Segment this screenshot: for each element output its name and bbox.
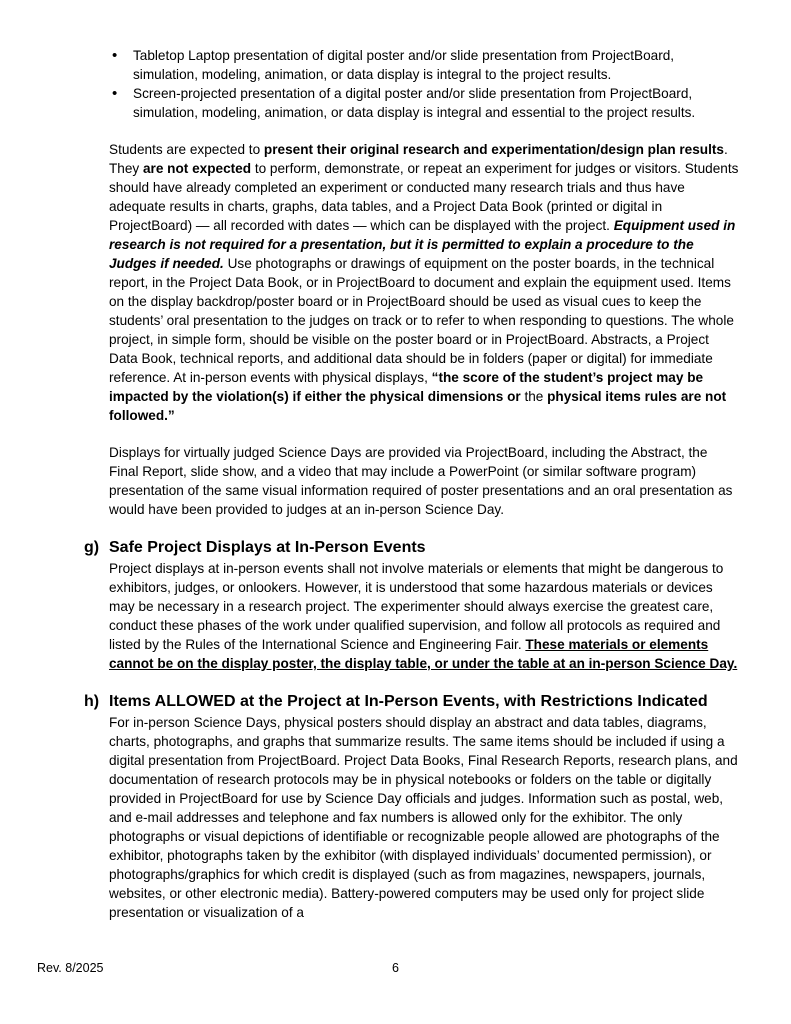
section-letter: h) [84,693,100,710]
list-item: • Screen-projected presentation of a digital poster and/or slide presentation from ProjectBoard, simulation, modeling, animation, or data display is integral and essential to the project results. [109,84,739,122]
section-body: For in-person Science Days, physical posters should display an abstract and data tables, diagrams, charts, photographs, and graphs that summarize results. The same items should be included if using a digital presentation from ProjectBoard. Project Data Books, Final Research Reports, research plans, and documentation of research protocols may be in physical notebooks or folders on the table or digitally provided in ProjectBoard for use by Science Day officials and judges. Information such as postal, web, and e-mail addresses and telephone and fax numbers is allowed only for the exhibitor. The only photographs or visual depictions of identifiable or recognizable people allowed are photographs of the exhibitor, photographs taken by the exhibitor (with displayed individuals’ documented permission), or photographs/graphics for which credit is displayed (such as from magazines, newspapers, journals, websites, or other electronic media). Battery-powered computers may be used only for project slide presentation or visualization of a [109,715,738,920]
bold-text: physical items rules are not followed.” [109,389,727,423]
section-body [109,559,739,673]
revision-label: Rev. 8/2025 [37,961,104,975]
text-run: Project displays at in-person events shall not involve materials or elements that might be dangerous to exhibitors, judges, or onlookers. However, it is understood that some hazardous materials or devices may be necessary in a research project. The experimenter should always exercise the greatest care, conduct these phases of the work under qualified supervision, and follow all protocols as required and listed by the Rules of the International Science and Engineering Fair. [109,561,724,652]
section-letter: g) [84,539,100,556]
list-item: • Tabletop Laptop presentation of digital poster and/or slide presentation from ProjectBoard, simulation, modeling, animation, or data display is integral to the project results. [109,46,739,84]
bold-text: are not expected [143,161,252,176]
text-run: . They [109,142,728,176]
page-number: 6 [392,961,399,975]
text-run: Students are expected to [109,142,264,157]
bold-text: “the score of the student’s project may be impacted by the violation(s) if either the physical dimensions or [109,370,704,404]
bold-text: present their original research and experimentation/design plan results [263,142,724,157]
text-run: Use photographs or drawings of equipment on the poster boards, in the technical report, in the Project Data Book, or in ProjectBoard to document and explain the equipment used. Items on the display backdrop/poster board or in ProjectBoard should be used as visual cues to keep the students’ oral presentation to the judges on track or to refer to when responding to questions. The whole project, in simple form, should be visible on the poster board or in ProjectBoard. Abstracts, a Project Data Book, technical reports, and additional data should be in folders (paper or digital) for immediate reference. At in-person events with physical displays, [109,256,734,385]
section-g [84,537,739,673]
presentation-options-list [109,46,739,122]
text-run: the [520,389,548,404]
text-run: to perform, demonstrate, or repeat an experiment for judges or visitors. Students should have already completed an experiment or conducted many research trials and thus have adequate results in charts, graphs, data tables, and a Project Data Book (printed or digital in ProjectBoard) — all recorded with dates — which can be displayed with the project. [109,161,739,233]
section-title: Items ALLOWED at the Project at In-Person Events, with Restrictions Indicated [109,693,708,710]
page-content [84,46,739,922]
virtual-displays-paragraph: Displays for virtually judged Science Days are provided via ProjectBoard, including the Abstract, the Final Report, slide show, and a video that may include a PowerPoint (or similar software program) presentation of the same visual information required of poster presentations and an oral presentation as would have been provided to judges at an in-person Science Day. [109,445,733,517]
bold-underline-text: These materials or elements cannot be on the display poster, the display table, or under the table at an in-person Science Day. [109,637,738,671]
bold-italic-text: Equipment used in research is not required for a presentation, but it is permitted to explain a procedure to the Judges if needed. [109,218,736,271]
section-title: Safe Project Displays at In-Person Events [109,539,426,556]
section-h [84,691,739,922]
expectations-paragraph [109,140,739,425]
